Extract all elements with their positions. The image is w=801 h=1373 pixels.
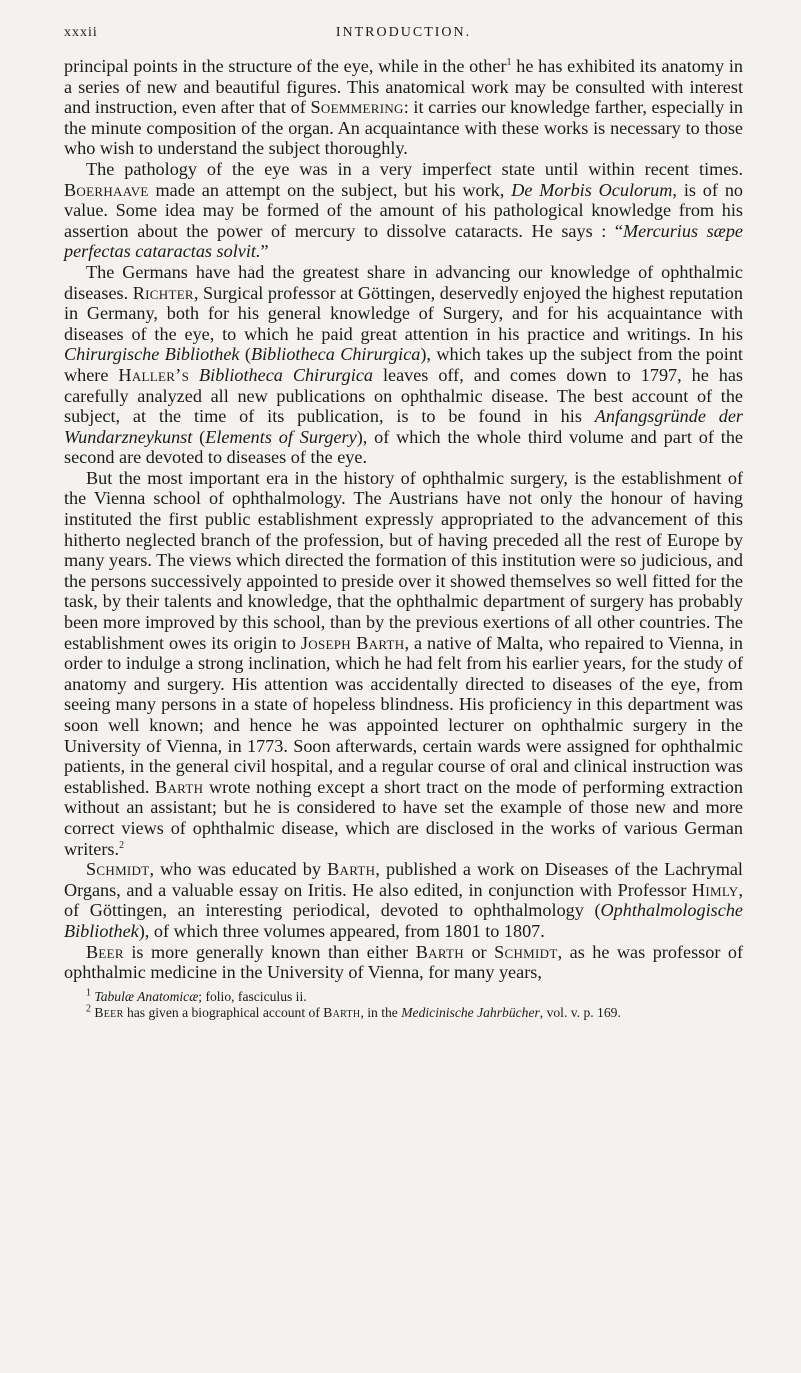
text-run: But the most important era in the history of ophthalmic surgery, is the establishment of the Vienna school of ophthalmology. The Austrians have not only the honour of having instituted the first public establishment expressly appropriated to the advancement of this hitherto neglected branch of the profession, but of having preceded all the rest of Europe by many years. The views which directed the formation of this institution were so judicious, and the persons successively appointed to preside over it showed themselves so well fitted for the task, by their talents and knowledge, that the ophthalmic department of surgery has probably been more improved by this school, than by the previous exertions of all other countries. The establishment owes its origin to [64, 467, 743, 653]
name-barth: Barth [327, 859, 376, 880]
paragraph-vienna-school [64, 468, 743, 859]
paragraph-beer [64, 942, 743, 983]
running-title: INTRODUCTION. [335, 25, 472, 40]
text-run: ” [260, 241, 269, 262]
text-run: ( [192, 426, 206, 447]
name-himly: Himly [691, 879, 739, 900]
name-soemmering: Soemmering [310, 97, 404, 118]
work-anfangsgruende: Anfangsgründe der Wundarzneykunst [64, 406, 743, 447]
name-richter: Richter [132, 282, 194, 303]
text-run: wrote nothing except a short tract on the mode of performing extraction without an assistant; but he is considered to have set the example of those new and more correct views of ophthalmic disease, which are disclosed in the works of various German writers. [64, 776, 743, 859]
text-run: ), which takes up the subject from the point where [64, 344, 743, 385]
text-run [189, 365, 199, 385]
footnote-ref-2: 2 [119, 839, 125, 851]
body-text [64, 56, 743, 983]
footnote-text: , in the [360, 1004, 402, 1020]
text-run: ), of which three volumes appeared, from 1801 to 1807. [138, 920, 545, 941]
footnote-text: , vol. v. p. 169. [539, 1004, 621, 1020]
work-elements-of-surgery: Elements of Surgery [205, 426, 357, 447]
text-run: , Surgical professor at Göttingen, deservedly enjoyed the highest reputation in Germany, both for his general knowledge of Surgery, and for his acquaintance with diseases of the eye, to which he paid great attention in his practice and writings. In his [64, 282, 743, 344]
footnote-mark: 1 [86, 987, 91, 999]
footnote-1 [64, 989, 743, 1005]
footnote-work: Tabulæ Anatomicæ [94, 988, 199, 1004]
name-joseph-barth: Joseph Barth [300, 632, 405, 653]
text-run: made an attempt on the subject, but his work, [148, 179, 512, 200]
name-schmidt: Schmidt [86, 859, 150, 880]
text-run: he has exhibited its anatomy in a series of new and beautiful figures. This anatomical work may be consulted with interest and instruction, even after that of [64, 56, 744, 118]
name-barth: Barth [415, 941, 464, 962]
name-barth: Barth [155, 776, 204, 797]
name-beer: Beer [86, 941, 124, 962]
work-bibliotheca-chirurgica: Bibliotheca Chirurgica [250, 344, 421, 365]
name-haller: Haller’s [118, 364, 190, 385]
text-run: or [463, 941, 495, 962]
text-run: The pathology of the eye was in a very imperfect state until within recent times. [86, 158, 743, 179]
footnote-2 [64, 1005, 743, 1021]
latin-quote: Mercurius sæpe perfectas cataractas solvit. [64, 220, 743, 262]
text-run: , is of no value. Some idea may be formed of the amount of his pathological knowledge from his assertion about the power of mercury to dissolve cataracts. He says : “ [64, 179, 744, 241]
paragraph-pathology [64, 159, 743, 262]
paragraph-germans [64, 262, 743, 468]
text-run: ), of which the whole third volume and part of the second are devoted to diseases of the eye. [64, 426, 743, 468]
text-run: , a native of Malta, who repaired to Vienna, in order to indulge a strong inclination, which he had felt from his earlier years, for the study of anatomy and surgery. His attention was accidentally directed to diseases of the eye, from seeing many persons in a state of hopeless blindness. His proficiency in this department was soon well known; and hence he was appointed lecturer on ophthalmic surgery in the University of Vienna, in 1773. Soon afterwards, certain wards were assigned for ophthalmic patients, in the general civil hospital, and a regular course of oral and clinical instruction was established. [64, 632, 744, 797]
work-de-morbis-oculorum: De Morbis Oculorum [511, 179, 673, 200]
work-chirurgische-bibliothek: Chirurgische Bibliothek [64, 344, 240, 365]
text-run: principal points in the structure of the eye, while in the other [64, 56, 507, 76]
footnote-text: ; folio, fasciculus ii. [198, 988, 307, 1004]
text-run: , as he was professor of ophthalmic medicine in the University of Vienna, for many years, [64, 941, 744, 983]
text-run: , of Göttingen, an interesting periodical, devoted to ophthalmology ( [64, 879, 743, 921]
text-run: leaves off, and comes down to 1797, he has carefully analyzed all new publications on ophthalmic disease. The best account of the subject, at the time of its publication, is to be found in his [64, 364, 743, 427]
text-run: , who was educated by [149, 859, 328, 880]
work-bibliotheca-chirurgica-haller: Bibliotheca Chirurgica [199, 364, 373, 385]
name-boerhaave: Boerhaave [64, 179, 149, 200]
text-run: The Germans have had the greatest share in advancing our knowledge of ophthalmic diseases. [64, 261, 743, 303]
paragraph-schmidt [64, 859, 743, 941]
footnote-text: has given a biographical account of [123, 1004, 324, 1020]
running-head [64, 0, 743, 44]
text-run: ( [239, 344, 251, 365]
paragraph-anatomy-works [64, 56, 743, 159]
text-run: : it carries our knowledge farther, especially in the minute composition of the organ. An acquaintance with these works is necessary to those who wish to understand the subject thoroughly. [64, 97, 743, 159]
work-ophthalmologische-bibliothek: Ophthalmologische Bibliothek [64, 900, 743, 941]
name-schmidt: Schmidt [494, 941, 558, 962]
name-beer: Beer [94, 1004, 124, 1020]
footnote-mark: 2 [86, 1003, 91, 1015]
name-barth: Barth [323, 1004, 361, 1020]
footnote-ref-1: 1 [506, 56, 512, 68]
footnotes [64, 989, 743, 1021]
text-run: is more generally known than either [123, 941, 416, 962]
footnote-work: Medicinische Jahrbücher [401, 1004, 540, 1020]
page-number: xxxii [64, 25, 98, 40]
text-run: , published a work on Diseases of the Lachrymal Organs, and a valuable essay on Iritis. He also edited, in conjunction with Professor [64, 859, 743, 900]
